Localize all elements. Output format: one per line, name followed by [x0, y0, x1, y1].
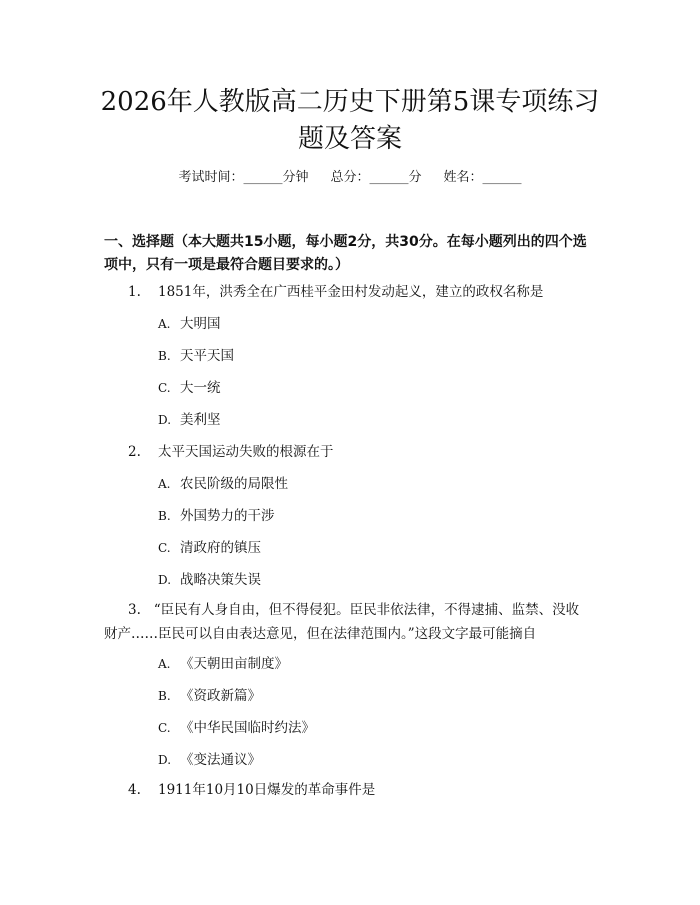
q3-option-d: D. 《变法通议》: [158, 752, 261, 768]
q2-option-b: B. 外国势力的干涉: [158, 508, 275, 524]
q1-option-c: C. 大一统: [158, 380, 221, 396]
q2-option-a: A. 农民阶级的局限性: [158, 476, 288, 492]
question-text-line1: “臣民有人身自由，但不得侵犯。臣民非依法律，不得逮捕、监禁、没收: [153, 602, 580, 618]
q3-option-a: A. 《天朝田亩制度》: [158, 656, 288, 672]
q3-option-c: C. 《中华民国临时约法》: [158, 720, 315, 736]
exam-time-label: 考试时间：______分钟: [178, 170, 309, 185]
q1-option-a: A. 大明国: [158, 316, 221, 332]
question-text: 1851年，洪秀全在广西桂平金田村发动起义，建立的政权名称是: [158, 284, 544, 300]
document-title-line1: 2026年人教版高二历史下册第5课专项练习: [100, 87, 600, 117]
q1-option-d: D. 美利坚: [158, 412, 221, 428]
question-text: 1911年10月10日爆发的革命事件是: [158, 782, 376, 798]
question-text-line2: 财产……臣民可以自由表达意见，但在法律范围内。”这段文字最可能摘自: [104, 626, 537, 642]
total-score-label: 总分：______分: [330, 170, 422, 185]
student-name-label: 姓名：______: [443, 170, 522, 185]
question-number: 3.: [128, 602, 141, 618]
question-number: 2.: [128, 444, 141, 460]
section-heading-line2: 项中，只有一项是最符合题目要求的。）: [104, 257, 349, 273]
q1-option-b: B. 天平天国: [158, 348, 234, 364]
document-title-line2: 题及答案: [297, 124, 402, 154]
exam-meta: [0, 168, 700, 188]
q2-option-c: C. 清政府的镇压: [158, 540, 261, 556]
section-heading-line1: 一、选择题（本大题共15小题，每小题2分，共30分。在每小题列出的四个选: [104, 234, 587, 250]
q2-option-d: D. 战略决策失误: [158, 572, 261, 588]
question-text: 太平天国运动失败的根源在于: [158, 444, 334, 460]
question-number: 1.: [128, 284, 141, 300]
question-number: 4.: [128, 782, 141, 798]
q3-option-b: B. 《资政新篇》: [158, 688, 261, 704]
question-3: [104, 598, 634, 646]
